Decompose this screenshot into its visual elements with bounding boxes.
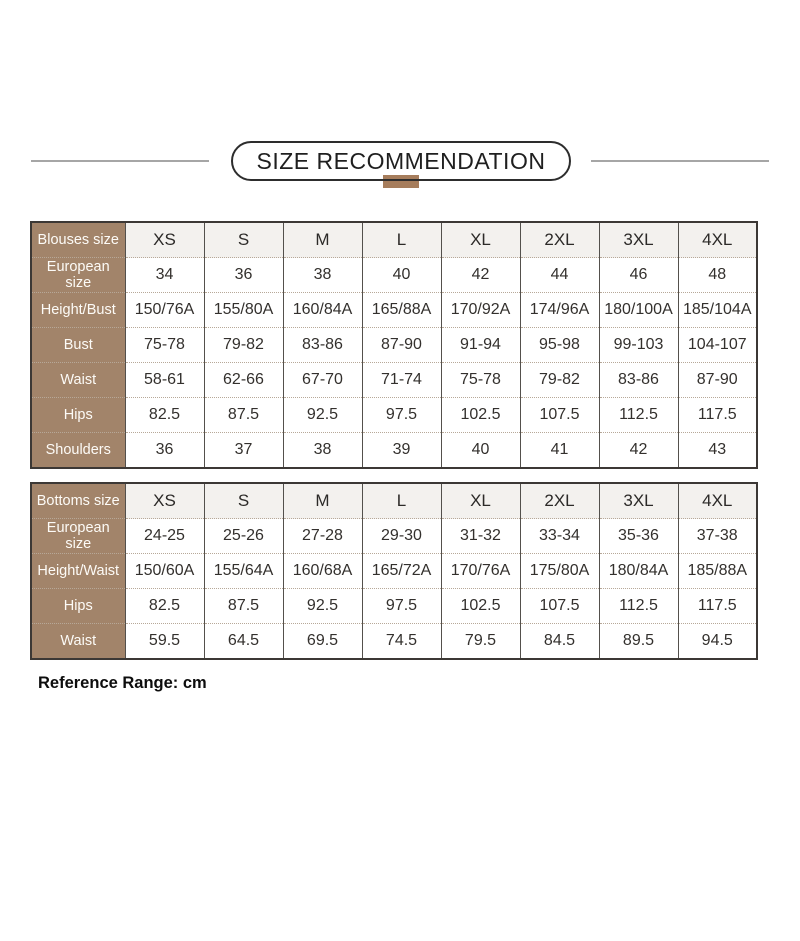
value-cell: 165/88A: [362, 293, 441, 328]
table-row: [31, 398, 757, 433]
value-cell: 95-98: [520, 328, 599, 363]
value-cell: 83-86: [599, 363, 678, 398]
corner-label: Bottoms size: [31, 483, 125, 519]
value-cell: 64.5: [204, 624, 283, 660]
value-cell: 79-82: [204, 328, 283, 363]
value-cell: 40: [362, 258, 441, 293]
value-cell: 97.5: [362, 589, 441, 624]
corner-label: Blouses size: [31, 222, 125, 258]
value-cell: 102.5: [441, 589, 520, 624]
table-row: [31, 328, 757, 363]
size-column-header: 4XL: [678, 222, 757, 258]
value-cell: 87.5: [204, 398, 283, 433]
value-cell: 75-78: [441, 363, 520, 398]
value-cell: 71-74: [362, 363, 441, 398]
value-cell: 34: [125, 258, 204, 293]
value-cell: 180/84A: [599, 554, 678, 589]
size-column-header: M: [283, 483, 362, 519]
value-cell: 35-36: [599, 519, 678, 554]
value-cell: 102.5: [441, 398, 520, 433]
value-cell: 48: [678, 258, 757, 293]
size-column-header: 3XL: [599, 222, 678, 258]
value-cell: 174/96A: [520, 293, 599, 328]
table-row: [31, 554, 757, 589]
row-label: Hips: [31, 589, 125, 624]
value-cell: 92.5: [283, 398, 362, 433]
value-cell: 99-103: [599, 328, 678, 363]
value-cell: 37: [204, 433, 283, 469]
size-column-header: XL: [441, 222, 520, 258]
value-cell: 38: [283, 433, 362, 469]
reference-range-note: Reference Range: cm: [38, 674, 207, 692]
table-row: [31, 293, 757, 328]
value-cell: 33-34: [520, 519, 599, 554]
row-label: Height/Waist: [31, 554, 125, 589]
table-row: [31, 624, 757, 660]
value-cell: 37-38: [678, 519, 757, 554]
value-cell: 62-66: [204, 363, 283, 398]
value-cell: 69.5: [283, 624, 362, 660]
value-cell: 170/76A: [441, 554, 520, 589]
bottoms-size-table: [30, 482, 758, 660]
value-cell: 41: [520, 433, 599, 469]
value-cell: 107.5: [520, 398, 599, 433]
value-cell: 27-28: [283, 519, 362, 554]
value-cell: 43: [678, 433, 757, 469]
value-cell: 87-90: [678, 363, 757, 398]
size-chart-panel: [0, 141, 800, 693]
value-cell: 36: [204, 258, 283, 293]
value-cell: 150/76A: [125, 293, 204, 328]
value-cell: 117.5: [678, 398, 757, 433]
blouses-size-table: [30, 221, 758, 469]
value-cell: 117.5: [678, 589, 757, 624]
value-cell: 75-78: [125, 328, 204, 363]
page-title: SIZE RECOMMENDATION: [231, 141, 572, 181]
size-column-header: 3XL: [599, 483, 678, 519]
tables-area: [30, 221, 800, 660]
value-cell: 91-94: [441, 328, 520, 363]
value-cell: 97.5: [362, 398, 441, 433]
title-section: [0, 141, 800, 181]
value-cell: 87-90: [362, 328, 441, 363]
size-column-header: XS: [125, 483, 204, 519]
value-cell: 25-26: [204, 519, 283, 554]
value-cell: 92.5: [283, 589, 362, 624]
value-cell: 36: [125, 433, 204, 469]
value-cell: 67-70: [283, 363, 362, 398]
value-cell: 87.5: [204, 589, 283, 624]
value-cell: 180/100A: [599, 293, 678, 328]
title-divider-right: [591, 160, 769, 162]
size-column-header: XS: [125, 222, 204, 258]
row-label: Height/Bust: [31, 293, 125, 328]
value-cell: 112.5: [599, 589, 678, 624]
value-cell: 29-30: [362, 519, 441, 554]
value-cell: 24-25: [125, 519, 204, 554]
size-column-header: 2XL: [520, 222, 599, 258]
value-cell: 84.5: [520, 624, 599, 660]
title-divider-left: [31, 160, 209, 162]
table-row: [31, 258, 757, 293]
size-column-header: M: [283, 222, 362, 258]
size-column-header: L: [362, 222, 441, 258]
size-column-header: S: [204, 222, 283, 258]
value-cell: 82.5: [125, 589, 204, 624]
table-row: [31, 363, 757, 398]
value-cell: 185/104A: [678, 293, 757, 328]
value-cell: 150/60A: [125, 554, 204, 589]
table-row: [31, 589, 757, 624]
title-wrap: [231, 141, 572, 181]
table-row: [31, 433, 757, 469]
row-label: European size: [31, 258, 125, 293]
value-cell: 107.5: [520, 589, 599, 624]
row-label: Shoulders: [31, 433, 125, 469]
value-cell: 59.5: [125, 624, 204, 660]
value-cell: 94.5: [678, 624, 757, 660]
size-column-header: S: [204, 483, 283, 519]
size-header-row: [31, 222, 757, 258]
value-cell: 79-82: [520, 363, 599, 398]
row-label: Waist: [31, 363, 125, 398]
value-cell: 31-32: [441, 519, 520, 554]
size-column-header: XL: [441, 483, 520, 519]
value-cell: 42: [599, 433, 678, 469]
value-cell: 155/80A: [204, 293, 283, 328]
value-cell: 165/72A: [362, 554, 441, 589]
size-column-header: 4XL: [678, 483, 757, 519]
value-cell: 46: [599, 258, 678, 293]
row-label: Hips: [31, 398, 125, 433]
value-cell: 160/84A: [283, 293, 362, 328]
value-cell: 39: [362, 433, 441, 469]
value-cell: 89.5: [599, 624, 678, 660]
value-cell: 79.5: [441, 624, 520, 660]
row-label: Bust: [31, 328, 125, 363]
value-cell: 155/64A: [204, 554, 283, 589]
value-cell: 42: [441, 258, 520, 293]
value-cell: 40: [441, 433, 520, 469]
value-cell: 74.5: [362, 624, 441, 660]
value-cell: 160/68A: [283, 554, 362, 589]
value-cell: 112.5: [599, 398, 678, 433]
row-label: European size: [31, 519, 125, 554]
value-cell: 82.5: [125, 398, 204, 433]
size-column-header: 2XL: [520, 483, 599, 519]
value-cell: 104-107: [678, 328, 757, 363]
row-label: Waist: [31, 624, 125, 660]
table-row: [31, 519, 757, 554]
size-header-row: [31, 483, 757, 519]
value-cell: 44: [520, 258, 599, 293]
value-cell: 58-61: [125, 363, 204, 398]
value-cell: 175/80A: [520, 554, 599, 589]
value-cell: 83-86: [283, 328, 362, 363]
value-cell: 170/92A: [441, 293, 520, 328]
size-column-header: L: [362, 483, 441, 519]
value-cell: 38: [283, 258, 362, 293]
value-cell: 185/88A: [678, 554, 757, 589]
